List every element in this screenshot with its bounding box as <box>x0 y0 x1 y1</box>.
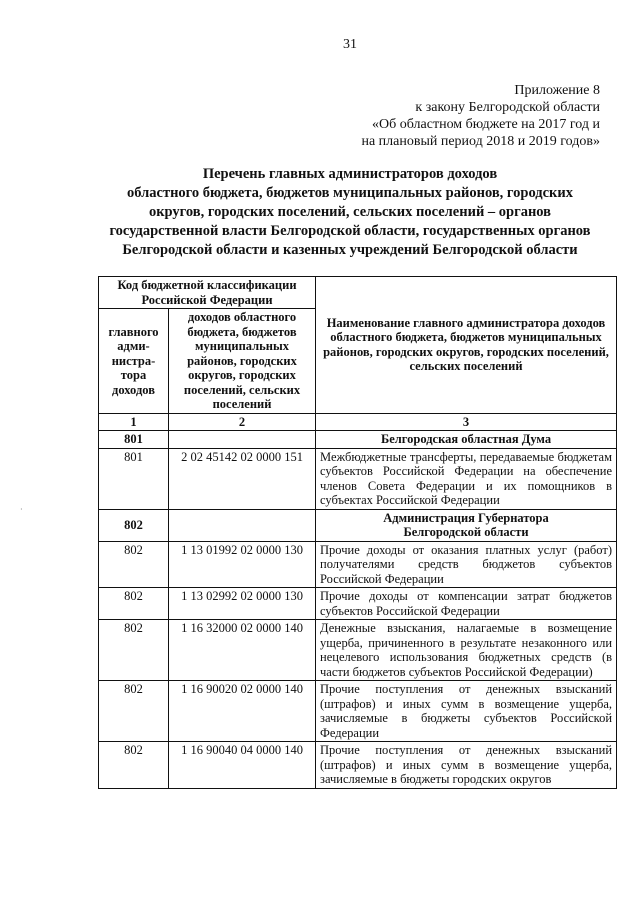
income-name: Межбюджетные трансферты, передаваемые бюджетам субъектов Российской Федерации на обеспечение членов Совета Федерации и их помощников в субъектах Российской Федерации <box>316 448 617 509</box>
table-row-section <box>99 431 617 449</box>
header-income-code: доходов областного бюджета, бюджетов муниципальных районов, городских округов, городских поселений, сельских поселений <box>169 309 316 414</box>
page-number: 31 <box>343 37 357 52</box>
admin-name: Белгородская областная Дума <box>316 431 617 449</box>
appendix-line: Приложение 8 <box>514 83 600 98</box>
table-header-row <box>99 277 617 309</box>
income-code <box>169 509 316 541</box>
table-row <box>99 448 617 509</box>
income-code: 1 16 90020 02 0000 140 <box>169 681 316 742</box>
table-row <box>99 742 617 789</box>
appendix-line: к закону Белгородской области <box>415 100 600 115</box>
admin-code: 802 <box>99 509 169 541</box>
income-code: 1 13 02992 02 0000 130 <box>169 588 316 620</box>
income-code: 2 02 45142 02 0000 151 <box>169 448 316 509</box>
column-number: 2 <box>169 413 316 431</box>
column-number: 3 <box>316 413 617 431</box>
title-line: Перечень главных администраторов доходов <box>202 166 498 182</box>
income-name: Прочие доходы от оказания платных услуг (работ) получателями средств бюджетов субъектов Российской Федерации <box>316 541 617 588</box>
income-name: Прочие поступления от денежных взысканий (штрафов) и иных сумм в возмещение ущерба, зачисляемые в бюджеты городских округов <box>316 742 617 789</box>
appendix-line: на плановый период 2018 и 2019 годов» <box>361 134 600 149</box>
income-name: Прочие доходы от компенсации затрат бюджетов субъектов Российской Федерации <box>316 588 617 620</box>
admin-code: 801 <box>99 448 169 509</box>
admin-name: Администрация Губернатора Белгородской области <box>316 509 617 541</box>
appendix-reference <box>300 82 600 150</box>
column-number: 1 <box>99 413 169 431</box>
admin-code: 802 <box>99 742 169 789</box>
income-code: 1 13 01992 02 0000 130 <box>169 541 316 588</box>
header-admin-code: главного адми-нистра-тора доходов <box>99 309 169 414</box>
column-number-row <box>99 413 617 431</box>
title-line: Белгородской области и казенных учреждений Белгородской области <box>122 242 578 258</box>
administrators-table <box>98 276 617 789</box>
income-code: 1 16 90040 04 0000 140 <box>169 742 316 789</box>
admin-code: 802 <box>99 588 169 620</box>
admin-code: 802 <box>99 620 169 681</box>
title-line: округов, городских поселений, сельских поселений – органов <box>148 204 552 220</box>
admin-code: 802 <box>99 681 169 742</box>
document-title <box>0 165 640 260</box>
header-code-group: Код бюджетной классификации Российской Федерации <box>99 277 316 309</box>
table-row <box>99 541 617 588</box>
income-name: Прочие поступления от денежных взысканий (штрафов) и иных сумм в возмещение ущерба, зачисляемые в бюджеты субъектов Российской Федерации <box>316 681 617 742</box>
scan-mark: · <box>20 505 23 514</box>
appendix-line: «Об областном бюджете на 2017 год и <box>372 117 600 132</box>
income-code <box>169 431 316 449</box>
table-row-section <box>99 509 617 541</box>
title-line: областного бюджета, бюджетов муниципальных районов, городских <box>126 185 574 201</box>
admin-code: 802 <box>99 541 169 588</box>
title-line: государственной власти Белгородской области, государственных органов <box>109 223 591 239</box>
table-row <box>99 588 617 620</box>
income-name: Денежные взыскания, налагаемые в возмещение ущерба, причиненного в результате незаконного или нецелевого использования бюджетных средств (в части бюджетов субъектов Российской Федерации) <box>316 620 617 681</box>
admin-code: 801 <box>99 431 169 449</box>
header-admin-name: Наименование главного администратора доходов областного бюджета, бюджетов муниципальных районов, городских округов, городских поселений, сельских поселений <box>316 277 617 414</box>
income-code: 1 16 32000 02 0000 140 <box>169 620 316 681</box>
table-row <box>99 620 617 681</box>
table-row <box>99 681 617 742</box>
